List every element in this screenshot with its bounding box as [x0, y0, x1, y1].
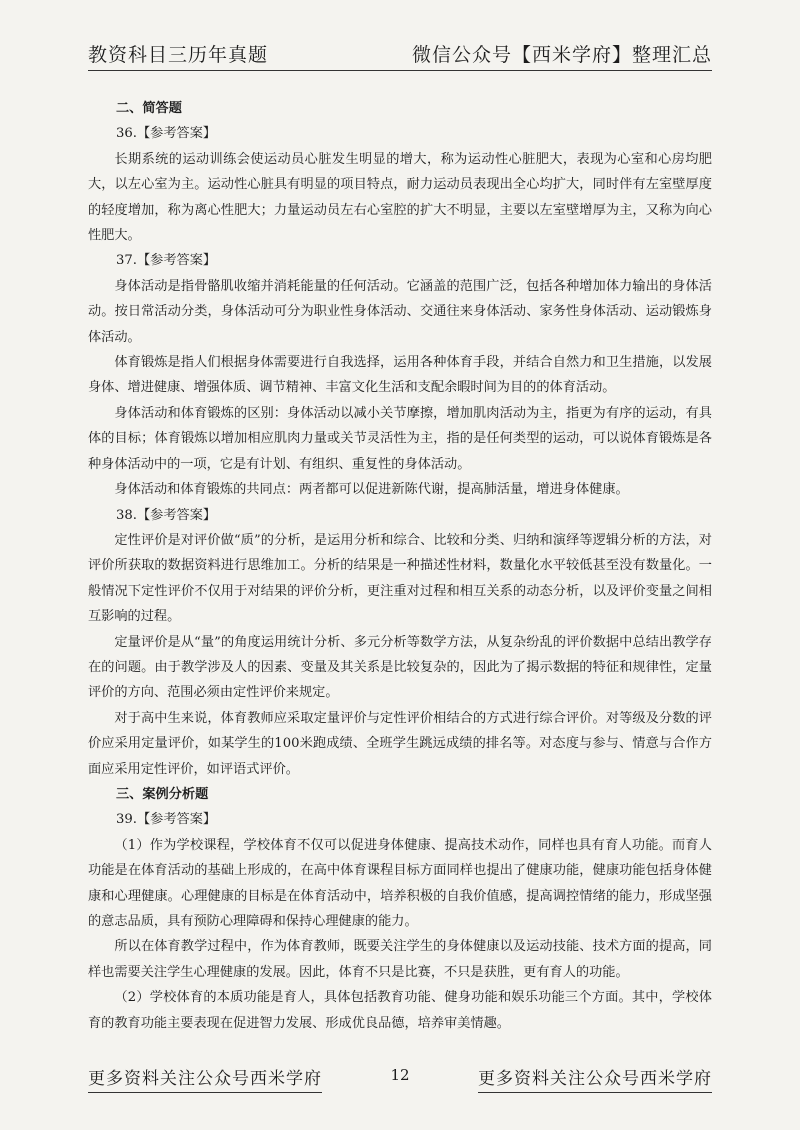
q38-paragraph-2: 定量评价是从“量”的角度运用统计分析、多元分析等数学方法，从复杂纷乱的评价数据中总结出教学存在的问题。由于教学涉及人的因素、变量及其关系是比较复杂的，因此为了揭示数据的特征和规律性，定量评价的方向、范围必须由定性评价来规定。: [88, 634, 712, 701]
footer-left-note: 更多资料关注公众号西米学府: [88, 1064, 322, 1093]
section-title-short-answer: 二、简答题: [116, 101, 182, 116]
answer-content: [88, 96, 712, 1036]
q38-paragraph-1: 定性评价是对评价做“质”的分析，是运用分析和综合、比较和分类、归纳和演绎等逻辑分析的方法，对评价所获取的数据资料进行思维加工。分析的结果是一种描述性材料，数量化水平较低甚至没有数量化。一般情况下定性评价不仅用于对结果的评价分析，更注重对过程和相互关系的动态分析，以及评价变量之间相互影响的过程。: [88, 532, 712, 625]
q36-paragraph: 长期系统的运动训练会使运动员心脏发生明显的增大，称为运动性心脏肥大，表现为心室和心房均肥大，以左心室为主。运动性心脏具有明显的项目特点，耐力运动员表现出全心均扩大，同时伴有左室壁厚度的轻度增加，称为离心性肥大；力量运动员左右心室腔的扩大不明显，主要以左室壁增厚为主，又称为向心性肥大。: [88, 151, 712, 244]
page-number: 12: [390, 1066, 410, 1084]
footer-right-note: 更多资料关注公众号西米学府: [478, 1064, 712, 1093]
q38-label: 38.【参考答案】: [116, 507, 217, 523]
q39-label: 39.【参考答案】: [116, 812, 217, 828]
q39-paragraph-1: （1）作为学校课程，学校体育不仅可以促进身体健康、提高技术动作，同样也具有育人功能。而育人功能是在体育活动的基础上形成的，在高中体育课程目标方面同样也提出了健康功能，健康功能包括身体健康和心理健康。心理健康的目标是在体育活动中，培养积极的自我价值感，提高调控情绪的能力，形成坚强的意志品质，具有预防心理障碍和保持心理健康的能力。: [88, 837, 712, 929]
q39-paragraph-2: 所以在体育教学过程中，作为体育教师，既要关注学生的身体健康以及运动技能、技术方面的提高，同样也需要关注学生心理健康的发展。因此，体育不只是比赛，不只是获胜，更有育人的功能。: [88, 939, 712, 980]
q38-paragraph-3: 对于高中生来说，体育教师应采取定量评价与定性评价相结合的方式进行综合评价。对等级及分数的评价应采用定量评价，如某学生的100米跑成绩、全班学生跳远成绩的排名等。对态度与参与、情意与合作方面应采用定性评价，如评语式评价。: [88, 710, 712, 777]
q37-paragraph-3: 身体活动和体育锻炼的区别：身体活动以减小关节摩擦，增加肌肉活动为主，指更为有序的运动，有具体的目标；体育锻炼以增加相应肌肉力量或关节灵活性为主，指的是任何类型的运动，可以说体育锻炼是各种身体活动中的一项，它是有计划、有组织、重复性的身体活动。: [88, 405, 712, 472]
q37-paragraph-2: 体育锻炼是指人们根据身体需要进行自我选择，运用各种体育手段，并结合自然力和卫生措施，以发展身体、增进健康、增强体质、调节精神、丰富文化生活和支配余暇时间为目的的体育活动。: [88, 355, 712, 396]
q37-paragraph-1: 身体活动是指骨骼肌收缩并消耗能量的任何活动。它涵盖的范围广泛，包括各种增加体力输出的身体活动。按日常活动分类，身体活动可分为职业性身体活动、交通往来身体活动、家务性身体活动、运动锻炼身体活动。: [88, 278, 712, 345]
page-header: [88, 36, 712, 71]
q37-label: 37.【参考答案】: [116, 253, 217, 269]
header-title: 教资科目三历年真题: [88, 44, 269, 66]
q37-paragraph-4: 身体活动和体育锻炼的共同点：两者都可以促进新陈代谢，提高肺活量，增进身体健康。: [114, 482, 629, 498]
section-title-case-analysis: 三、案例分析题: [116, 786, 209, 802]
q36-label: 36.【参考答案】: [116, 126, 217, 142]
header-source: 微信公众号【西米学府】整理汇总: [411, 44, 712, 66]
page-footer: [88, 1064, 712, 1094]
q39-paragraph-3: （2）学校体育的本质功能是育人，具体包括教育功能、健身功能和娱乐功能三个方面。其中，学校体育的教育功能主要表现在促进智力发展、形成优良品德，培养审美情趣。: [88, 990, 712, 1031]
